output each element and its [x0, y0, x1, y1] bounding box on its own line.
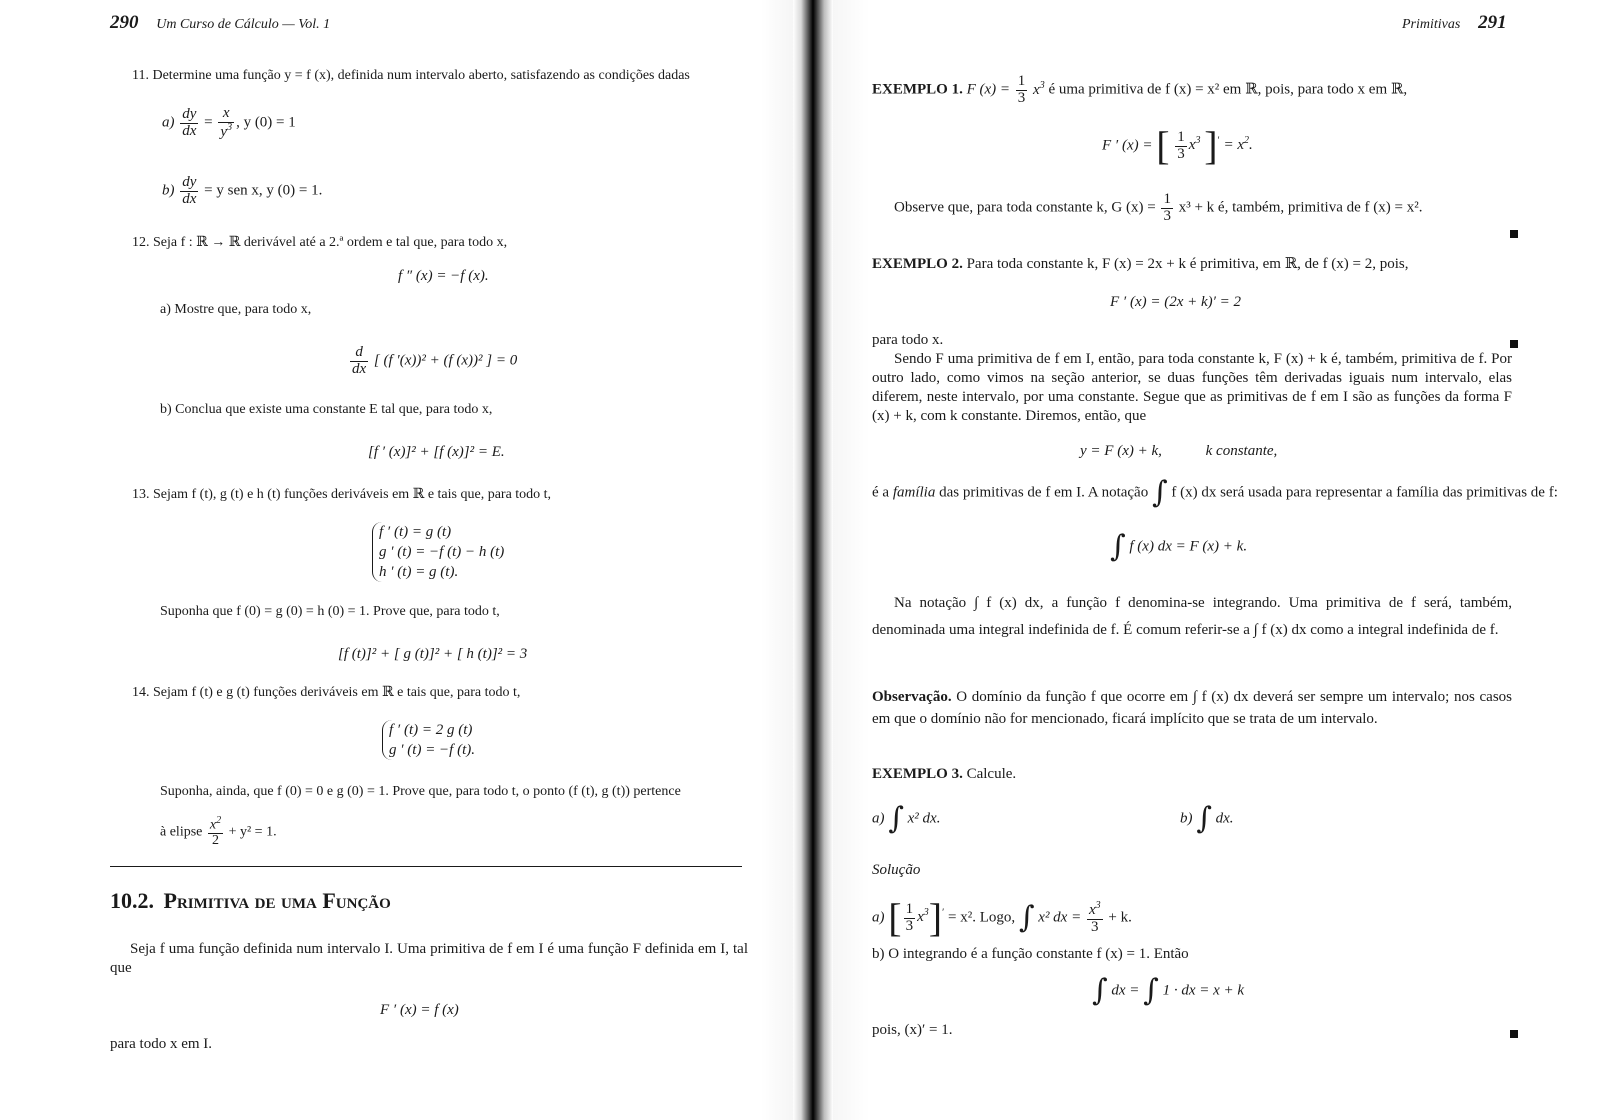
- section-divider: [110, 866, 742, 867]
- section-paragraph: Seja f uma função definida num intervalo I. Uma primitiva de f em I é uma função F definida em I, tal que: [110, 941, 748, 976]
- primitives-paragraph: Sendo F uma primitiva de f em I, então, para toda constante k, F (x) + k é, também, primitiva de f. Por outro lado, como vimos na seção anterior, se duas funções têm derivadas iguais num intervalo, elas diferem, neste intervalo, por uma constante. Segue que as primitivas de f em I são as funções da forma F (x) + k, com k constante. Diremos, então, que: [872, 351, 1512, 424]
- page-number-left: 290: [110, 12, 139, 33]
- example-1-note: Observe que, para toda constante k, G (x) = $\frac{1}{3}$ x³ + k é, também, primitiva de f (x) = x².: [894, 191, 1423, 224]
- example-label: EXEMPLO 1.: [872, 81, 963, 98]
- observation: Observação. O domínio da função f que ocorre em ∫ f (x) dx deverá ser sempre um intervalo; nos casos em que o domínio não for mencionado, ficará implícito que se trata de um intervalo.: [872, 689, 1512, 727]
- ex14-system: f ′ (t) = 2 g (t) g ′ (t) = −f (t).: [382, 720, 475, 760]
- exercise-14: 14. Sejam f (t) e g (t) funções deriváveis em ℝ e tais que, para todo t,: [132, 685, 521, 700]
- ex12-item-b: b) Conclua que existe uma constante E tal que, para todo x,: [160, 402, 493, 417]
- example-2-end: para todo x.: [872, 332, 944, 348]
- solution-label: Solução: [872, 862, 921, 878]
- ex11-item-a: a) $\frac{dy}{dx}$ = $\frac{x}{y^3}$ , y (0) = 1: [162, 105, 296, 140]
- section-paragraph-end: para todo x em I.: [110, 1036, 213, 1052]
- ex14-condition: Suponha, ainda, que f (0) = 0 e g (0) = 1. Prove que, para todo t, o ponto (f (t), g (t)) pertence: [160, 784, 681, 799]
- integral-definition: ∫ f (x) dx = F (x) + k.: [1110, 529, 1248, 564]
- exercise-text: Determine uma função y = f (x), definida num intervalo aberto, satisfazendo as condições dadas: [152, 68, 690, 83]
- family-equation: y = F (x) + k, k constante,: [1080, 443, 1278, 459]
- ex13-system: f ′ (t) = g (t) g ′ (t) = −f (t) − h (t) h ′ (t) = g (t).: [372, 522, 504, 582]
- ex13-equation: [f (t)]² + [ g (t)]² + [ h (t)]² = 3: [338, 646, 528, 662]
- example-3-item-b: b) ∫ dx.: [1180, 801, 1234, 836]
- exercise-11: [132, 68, 690, 84]
- solution-a: a) [ $\frac{1}{3}$ $x^3]' = x^2$. Logo, ∫ x² dx = $\frac{x^3}{3}$ + k.: [872, 895, 1132, 940]
- ex12-equation: f ″ (x) = −f (x).: [398, 268, 489, 284]
- ex12-equation-b: [f ′ (x)]² + [f (x)]² = E.: [368, 444, 505, 460]
- section-equation: F ′ (x) = f (x): [380, 1002, 459, 1018]
- exercise-12: 12. Seja f : ℝ → ℝ derivável até a 2.ª ordem e tal que, para todo x,: [132, 235, 508, 250]
- example-1: EXEMPLO 1. F (x) = $\frac{1}{3}$ $x^3$ é uma primitiva de f (x) = x² em ℝ, pois, para todo x em ℝ,: [872, 73, 1408, 106]
- right-page: [820, 0, 1614, 1120]
- qed-mark: [1510, 1026, 1518, 1043]
- example-3: EXEMPLO 3. Calcule.: [872, 766, 1017, 782]
- example-2: EXEMPLO 2. Para toda constante k, F (x) = 2x + k é primitiva, em ℝ, de f (x) = 2, pois,: [872, 256, 1409, 272]
- exercise-number: 11.: [132, 68, 149, 83]
- ex11-item-b: b) $\frac{dy}{dx}$ = y sen x, y (0) = 1.: [162, 174, 323, 207]
- ex12-equation-a: $\frac{d}{dx}$ [ (f ′(x))² + (f (x))² ] = 0: [352, 344, 518, 377]
- exercise-13: 13. Sejam f (t), g (t) e h (t) funções deriváveis em ℝ e tais que, para todo t,: [132, 487, 552, 502]
- left-header: [110, 12, 330, 34]
- ex13-condition: Suponha que f (0) = g (0) = h (0) = 1. Prove que, para todo t,: [160, 604, 500, 619]
- page-number-right: 291: [1478, 12, 1507, 33]
- left-page: [0, 0, 800, 1120]
- example-3-item-a: a) ∫ x² dx.: [872, 801, 941, 836]
- running-title-left: Um Curso de Cálculo — Vol. 1: [156, 17, 331, 32]
- example-2-equation: F ′ (x) = (2x + k)′ = 2: [1110, 294, 1242, 310]
- solution-b-equation: ∫ dx = ∫ 1 · dx = x + k: [1092, 973, 1245, 1008]
- example-1-equation: F ′ (x) = [ $\frac{1}{3}$ $x^3$ ]$' = x^2$.: [1102, 123, 1253, 168]
- solution-b: b) O integrando é a função constante f (x) = 1. Então: [872, 946, 1189, 962]
- notation-paragraph: Na notação ∫ f (x) dx, a função f denomina-se integrando. Uma primitiva de f será, também, denominada uma integral indefinida de f. É comum referir-se a ∫ f (x) dx como a integral indefinida de f.: [872, 595, 1512, 638]
- family-text: é a família das primitivas de f em I. A notação ∫ f (x) dx será usada para representar a família das primitivas de f:: [872, 475, 1558, 510]
- ex12-item-a: a) Mostre que, para todo x,: [160, 302, 312, 317]
- qed-mark: [1510, 226, 1518, 243]
- right-header: [1402, 12, 1507, 34]
- running-title-right: Primitivas: [1402, 17, 1461, 32]
- section-heading: 10.2. Primitiva de uma Função: [110, 888, 391, 913]
- solution-end: pois, (x)′ = 1.: [872, 1022, 953, 1038]
- ex14-ellipse: à elipse $\frac{x^2}{2}$ + y² = 1.: [160, 815, 277, 849]
